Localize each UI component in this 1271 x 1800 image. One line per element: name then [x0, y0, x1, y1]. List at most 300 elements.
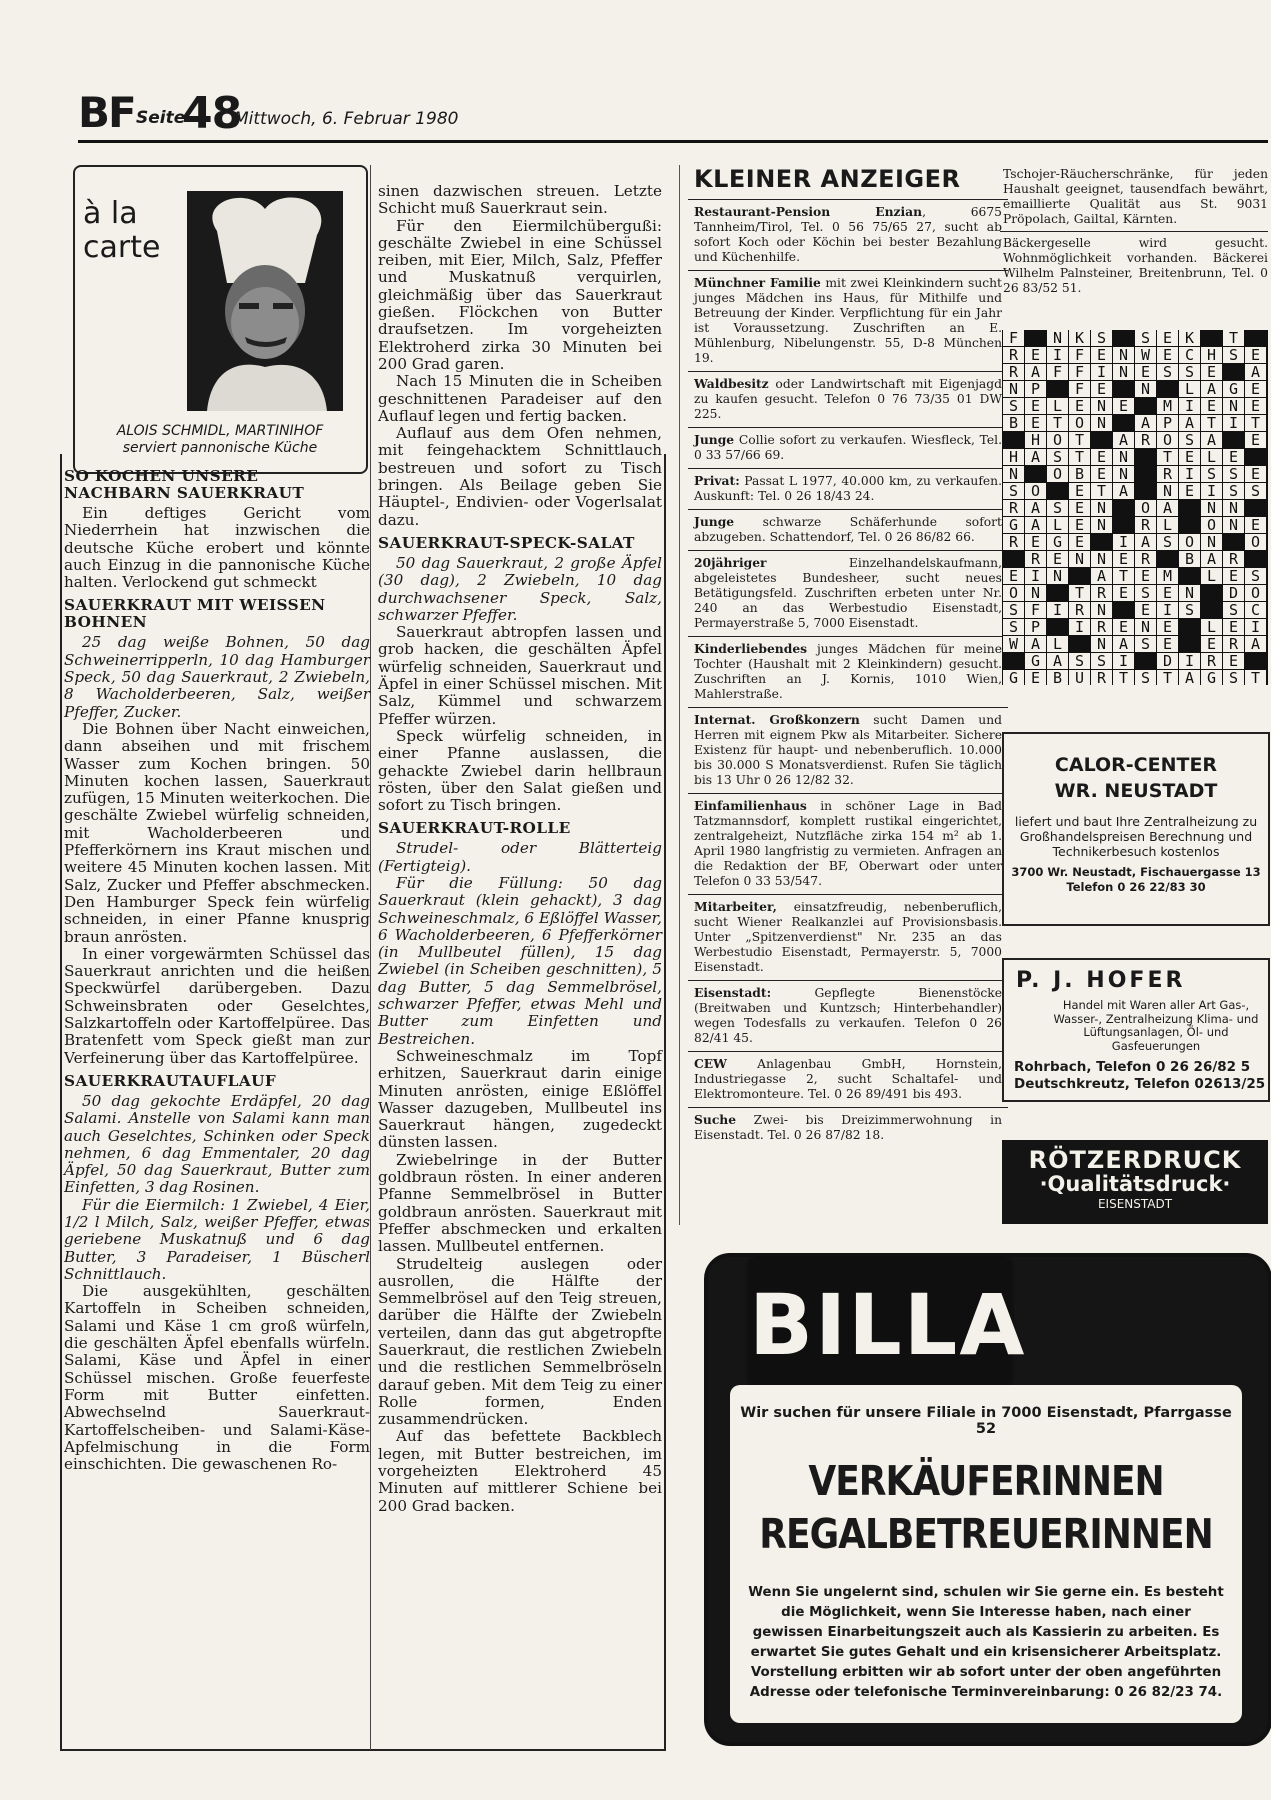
article-paragraph: Nach 15 Minuten die in Scheiben geschnittenen Paradeiser auf den Auflauf legen und fertig backen. — [378, 372, 662, 425]
crossword-cell: P — [1157, 415, 1178, 431]
masthead-rule — [78, 140, 1268, 143]
crossword-cell: S — [1245, 568, 1266, 584]
crossword-cell: L — [1201, 619, 1222, 635]
crossword-cell: R — [1201, 653, 1222, 669]
crossword-cell: N — [1223, 500, 1244, 516]
crossword-cell: R — [1091, 585, 1112, 601]
classifieds-divider — [679, 165, 680, 1225]
crossword-cell: O — [1201, 517, 1222, 533]
billa-logo-text: BILLA — [749, 1276, 1027, 1374]
crossword-cell: T — [1245, 415, 1266, 431]
crossword-cell — [1201, 330, 1222, 346]
crossword-cell: I — [1245, 619, 1266, 635]
crossword-cell: R — [1003, 500, 1024, 516]
article-paragraph: Auf das befettete Backblech legen, mit Butter bestreichen, im vorgeheizten Elektroherd 45 Minuten auf mittlerer Schiene bei 200 Grad backen. — [378, 1427, 662, 1515]
crossword-cell: N — [1091, 602, 1112, 618]
crossword-cell: R — [1157, 466, 1178, 482]
crossword-cell: S — [1047, 500, 1068, 516]
article-column-2 — [378, 183, 662, 1515]
hofer-phone-rohrbach: Rohrbach, Telefon 0 26 26/82 5 — [1014, 1059, 1251, 1075]
crossword-cell: T — [1069, 432, 1090, 448]
crossword-cell: S — [1047, 449, 1068, 465]
crossword-cell: C — [1245, 602, 1266, 618]
crossword-cell: S — [1179, 432, 1200, 448]
crossword-cell: T — [1223, 330, 1244, 346]
crossword-cell: E — [1069, 500, 1090, 516]
crossword-cell: I — [1113, 534, 1134, 550]
crossword-cell — [1179, 517, 1200, 533]
crossword-cell: F — [1047, 364, 1068, 380]
crossword-cell — [1223, 364, 1244, 380]
crossword-cell: E — [1113, 619, 1134, 635]
crossword-cell: S — [1157, 534, 1178, 550]
recipe-heading: SAUERKRAUTAUFLAUF — [64, 1071, 277, 1090]
crossword-cell: G — [1025, 653, 1046, 669]
chef-photo — [187, 191, 343, 411]
crossword-cell — [1091, 432, 1112, 448]
crossword-cell: A — [1135, 415, 1156, 431]
crossword-grid — [1002, 330, 1268, 685]
ingredients-paragraph: 25 dag weiße Bohnen, 50 dag Schweinerripperln, 10 dag Hamburger Speck, 50 dag Sauerkraut, 2 Zwiebeln, 8 Wacholderbeeren, Salz, weißer Pfeffer, Zucker. — [64, 633, 370, 721]
crossword-cell — [1135, 398, 1156, 414]
hofer-phone-deutschkreutz: Deutschkreutz, Telefon 02613/25 — [1014, 1076, 1266, 1092]
crossword-cell: N — [1047, 330, 1068, 346]
crossword-cell: E — [1091, 347, 1112, 363]
crossword-cell: I — [1157, 602, 1178, 618]
crossword-cell: K — [1069, 330, 1090, 346]
crossword-cell: O — [1135, 500, 1156, 516]
article-paragraph: Schweineschmalz im Topf erhitzen, Sauerkraut darin einige Minuten anrösten, einige Eßlöffel Wasser dazugeben, Mullbeutel ins Sauerkraut hängen, zugedeckt dünsten lassen. — [378, 1046, 662, 1152]
crossword-cell — [1245, 500, 1266, 516]
crossword-cell: S — [1223, 483, 1244, 499]
ingredients-paragraph: 50 dag gekochte Erdäpfel, 20 dag Salami. Anstelle von Salami kann man auch Geselchtes, Schinken oder Speck nehmen, 6 dag Emmentaler, 20 dag Äpfel, 50 dag Sauerkraut, Butter zum Einfetten, 3 dag Rosinen. — [64, 1091, 370, 1197]
crossword-cell: E — [1069, 517, 1090, 533]
crossword-cell: A — [1025, 364, 1046, 380]
crossword-cell — [1047, 619, 1068, 635]
crossword-cell: P — [1025, 619, 1046, 635]
crossword-cell: G — [1201, 670, 1222, 686]
crossword-cell: I — [1069, 619, 1090, 635]
ingredients-paragraph: Strudel- oder Blätterteig (Fertigteig). — [378, 839, 662, 875]
crossword-cell: O — [1157, 432, 1178, 448]
billa-job-regalbetreuerinnen: REGALBETREUERINNEN — [759, 1511, 1213, 1559]
crossword-cell — [1003, 653, 1024, 669]
crossword-cell: E — [1245, 381, 1266, 397]
crossword-cell: E — [1179, 483, 1200, 499]
crossword-cell: S — [1157, 364, 1178, 380]
crossword-cell: H — [1003, 449, 1024, 465]
crossword-cell — [1069, 636, 1090, 652]
crossword-cell: N — [1113, 449, 1134, 465]
crossword-cell: E — [1091, 381, 1112, 397]
classified-ad: Kinderliebendes junges Mädchen für meine Tochter (Haushalt mit 2 Kleinkindern) gesucht. Zuschriften an J. Kornis, 1010 Wien, Mahlerstraße. — [688, 636, 1008, 707]
classifieds-section — [688, 165, 1008, 1148]
ingredients-paragraph: 50 dag Sauerkraut, 2 große Äpfel (30 dag), 2 Zwiebeln, 10 dag durchwachsener Speck, Salz, schwarzer Pfeffer. — [378, 553, 662, 624]
crossword-cell: N — [1113, 347, 1134, 363]
crossword-cell: A — [1157, 500, 1178, 516]
crossword-cell: T — [1069, 585, 1090, 601]
crossword-cell: S — [1091, 330, 1112, 346]
crossword-cell: S — [1135, 670, 1156, 686]
article-paragraph: Die Bohnen über Nacht einweichen, dann abseihen und mit frischem Wasser zum Kochen bringen. 50 Minuten kochen lassen, Sauerkraut zufügen, 15 Minuten weiterkochen. Die geschälte Zwiebel würfelig schneiden, mit Wacholderbeeren und Pfefferkörnern ins Kraut mischen und weitere 45 Minuten kochen lassen. Mit Salz, Zucker und Pfeffer abschmecken. Den Hamburger Speck fein würfelig schneiden, in einer Pfanne knusprig braun anrösten. — [64, 719, 370, 946]
classified-ad: Eisenstadt: Gepflegte Bienenstöcke (Breitwaben und Kuntzsch; Hinterbehandler) wegen Todesfalls zu verkaufen. Telefon 0 26 82/41 45. — [688, 980, 1008, 1051]
crossword-cell — [1113, 602, 1134, 618]
crossword-cell — [1025, 330, 1046, 346]
crossword-cell: E — [1223, 619, 1244, 635]
crossword-cell: O — [1025, 483, 1046, 499]
crossword-cell: T — [1245, 670, 1266, 686]
billa-logo — [746, 1253, 1027, 1391]
crossword-cell: N — [1179, 585, 1200, 601]
crossword-cell: A — [1245, 636, 1266, 652]
crossword-cell: T — [1201, 415, 1222, 431]
crossword-cell: N — [1135, 381, 1156, 397]
hofer-title: P. J. HOFER — [1016, 968, 1186, 993]
crossword-cell: R — [1223, 551, 1244, 567]
crossword-cell: N — [1003, 381, 1024, 397]
crossword-cell: E — [1201, 636, 1222, 652]
recipe-heading: SAUERKRAUT-SPECK-SALAT — [378, 533, 635, 552]
article-paragraph: sinen dazwischen streuen. Letzte Schicht muß Sauerkraut sein. — [378, 182, 662, 218]
calor-phone: Telefon 0 26 22/83 30 — [1066, 880, 1206, 894]
crossword-cell: F — [1069, 364, 1090, 380]
crossword-cell — [1113, 517, 1134, 533]
article-paragraph: In einer vorgewärmten Schüssel das Sauerkraut anrichten und die heißen Speckwürfel darübergeben. Dazu Schweinsbraten oder Geselchtes, Salzkartoffeln oder Kartoffelpüree. Das Bratenfett vom Speck gießt man zur Verfeinerung über das Kartoffelpüree. — [64, 944, 370, 1067]
crossword-cell: E — [1157, 347, 1178, 363]
calor-address: 3700 Wr. Neustadt, Fischauergasse 13 — [1011, 865, 1261, 879]
crossword-cell: N — [1201, 534, 1222, 550]
crossword-cell: A — [1025, 500, 1046, 516]
crossword-cell: I — [1179, 398, 1200, 414]
crossword-cell: D — [1157, 653, 1178, 669]
crossword-cell: A — [1025, 517, 1046, 533]
masthead — [78, 88, 1268, 138]
crossword-cell: A — [1113, 432, 1134, 448]
billa-ad — [704, 1253, 1271, 1746]
crossword-cell: M — [1157, 568, 1178, 584]
article-column-1 — [64, 462, 370, 1473]
crossword-cell: E — [1025, 415, 1046, 431]
billa-text: Wenn Sie ungelernt sind, schulen wir Sie gerne ein. Es besteht die Möglichkeit, wenn Sie Interesse haben, nach einer gewissen Einarbeitungszeit auch als Kassierin zu arbeiten. Es erwartet Sie gutes Gehalt und ein krisensicherer Arbeitsplatz. Vorstellung erbitten wir ab sofort unter der oben angeführten Adresse oder telefonische Terminvereinbarung: 0 26 82/23 74. — [748, 1585, 1224, 1700]
crossword-cell: E — [1003, 568, 1024, 584]
crossword-cell: S — [1135, 585, 1156, 601]
hofer-text: Handel mit Waren aller Art Gas-, Wasser-, Zentralheizung Klima- und Lüftungsanlagen, Öl- und Gasfeuerungen — [1053, 998, 1259, 1053]
crossword-cell — [1135, 449, 1156, 465]
crossword-cell: E — [1047, 551, 1068, 567]
crossword-cell: E — [1157, 585, 1178, 601]
page-number: 48 — [182, 88, 242, 139]
crossword-cell: E — [1113, 551, 1134, 567]
calor-title: CALOR-CENTER — [1054, 754, 1218, 776]
alacarte-box — [73, 165, 368, 474]
crossword-cell: I — [1025, 568, 1046, 584]
crossword-cell: I — [1113, 653, 1134, 669]
classified-ad: Junge schwarze Schäferhunde sofort abzugeben. Schattendorf, Tel. 0 26 86/82 66. — [688, 509, 1008, 550]
column-title — [83, 197, 160, 265]
crossword-cell — [1047, 585, 1068, 601]
crossword-cell — [1091, 534, 1112, 550]
crossword-cell: G — [1047, 534, 1068, 550]
crossword-cell: E — [1179, 449, 1200, 465]
crossword-cell: N — [1223, 517, 1244, 533]
crossword-cell: S — [1223, 466, 1244, 482]
crossword-cell: N — [1091, 398, 1112, 414]
column-title-line2: carte — [83, 230, 161, 265]
crossword-cell: N — [1091, 415, 1112, 431]
crossword-cell — [1047, 381, 1068, 397]
crossword-cell — [1113, 415, 1134, 431]
billa-ad-body — [730, 1385, 1242, 1723]
classified-ad: 20jähriger Einzelhandelskaufmann, abgeleistetes Bundesheer, sucht neues Betätigungsfeld. Zuschriften erbeten unter Nr. 240 an das Werbestudio Eisenstadt, Permayerstraße 5, 7000 Eisenstadt. — [688, 550, 1008, 636]
crossword-cell — [1245, 551, 1266, 567]
calor-center-ad — [1002, 732, 1270, 926]
crossword-cell: T — [1047, 415, 1068, 431]
crossword-cell: P — [1025, 381, 1046, 397]
classified-ad: Münchner Familie mit zwei Kleinkindern sucht junges Mädchen ins Haus, für Mithilfe und Betreuung der Kinder. Verpflichtung für ein Jahr ist Voraussetzung. Zuschriften an E. Mühlenburg, Nibelungenstr. 55, D-8 München 19. — [688, 270, 1008, 371]
crossword-cell: T — [1113, 568, 1134, 584]
crossword-cell: L — [1201, 449, 1222, 465]
classified-ad: Junge Collie sofort zu verkaufen. Wiesfleck, Tel. 0 33 57/66 69. — [688, 427, 1008, 468]
crossword-cell: L — [1047, 398, 1068, 414]
crossword-cell: E — [1245, 398, 1266, 414]
crossword-cell: S — [1135, 636, 1156, 652]
crossword-cell: A — [1179, 415, 1200, 431]
crossword-cell: T — [1157, 670, 1178, 686]
classified-ad: Waldbesitz oder Landwirtschaft mit Eigenjagd zu kaufen gesucht. Telefon 0 76 73/35 01 DW 225. — [688, 371, 1008, 427]
crossword-cell: N — [1003, 466, 1024, 482]
article-paragraph: Die ausgekühlten, geschälten Kartoffeln in Scheiben schneiden, Salami und Käse 1 cm groß würfeln, die geschälten Äpfel ebenfalls würfeln. Salami, Käse und Äpfel in einer Schüssel mischen. Große feuerfeste Form mit Butter einfetten. Abwechselnd Sauerkraut-Kartoffelscheiben- und Salami-Käse-Apfelmischung in die Form einschichten. Die gewaschenen Ro- — [64, 1282, 370, 1474]
crossword-cell: A — [1047, 653, 1068, 669]
issue-date: Mittwoch, 6. Februar 1980 — [234, 109, 459, 129]
crossword-cell: S — [1003, 483, 1024, 499]
calor-city: WR. NEUSTADT — [1054, 780, 1218, 802]
crossword-cell: A — [1179, 670, 1200, 686]
crossword-cell: L — [1179, 381, 1200, 397]
crossword-cell: I — [1201, 483, 1222, 499]
crossword-cell: E — [1245, 432, 1266, 448]
roetzer-title: RÖTZERDRUCK — [1028, 1146, 1242, 1174]
crossword-cell: F — [1025, 602, 1046, 618]
classified-ad: Privat: Passat L 1977, 40.000 km, zu verkaufen. Auskunft: Tel. 0 26 18/43 24. — [688, 468, 1008, 509]
seite-label: Seite — [136, 108, 186, 128]
crossword-cell: E — [1025, 670, 1046, 686]
crossword-cell: A — [1025, 636, 1046, 652]
crossword-cell — [1245, 449, 1266, 465]
crossword-cell: C — [1179, 347, 1200, 363]
article-paragraph: Strudelteig auslegen oder ausrollen, die Hälfte der Semmelbrösel auf den Teig streuen, darüber die Hälfte der Zwiebeln verteilen, dann das gut abgetropfte Sauerkraut, die restlichen Zwiebeln und die restlichen Semmelbröseln darauf geben. Mit dem Teig zu einer Rolle formen, Enden zusammendrücken. — [378, 1254, 662, 1429]
crossword-cell: H — [1201, 347, 1222, 363]
chef-portrait-image — [187, 191, 343, 411]
crossword-cell — [1223, 432, 1244, 448]
right-ads — [1000, 165, 1268, 300]
crossword-cell: F — [1003, 330, 1024, 346]
crossword-cell — [1245, 653, 1266, 669]
crossword-cell: N — [1113, 364, 1134, 380]
crossword-cell: E — [1157, 619, 1178, 635]
crossword-cell: L — [1047, 517, 1068, 533]
crossword-cell: E — [1091, 466, 1112, 482]
ingredients-paragraph: Für die Füllung: 50 dag Sauerkraut (klein gehackt), 3 dag Schweineschmalz, 6 Eßlöffel Wasser, 6 Wacholderbeeren, 6 Pfefferkörner (in Mullbeutel füllen), 15 dag Zwiebel (in Scheiben geschnitten), 5 dag Butter, 5 dag Semmelbrösel, schwarzer Pfeffer, etwas Mehl und Butter zum Einfetten und Bestreichen. — [378, 873, 662, 1048]
roetzer-city: EISENSTADT — [1097, 1197, 1173, 1211]
crossword-cell: B — [1047, 670, 1068, 686]
crossword-cell: N — [1201, 500, 1222, 516]
crossword-cell: E — [1201, 398, 1222, 414]
article-paragraph: Für den Eiermilchübergußi: geschälte Zwiebel in eine Schüssel reiben, mit Eier, Milch, Salz, Pfeffer und Muskatnuß verquirlen, gleichmäßig über das Sauerkraut gießen. Flöckchen von Butter draufsetzen. Im vorgeheizten Elektroherd zirka 30 Minuten bei 200 Grad garen. — [378, 216, 662, 373]
classified-ad: CEW Anlagenbau GmbH, Hornstein, Industriegasse 2, sucht Schaltafel- und Elektromonteure. Tel. 0 26 89/491 bis 493. — [688, 1051, 1008, 1107]
crossword-cell: N — [1135, 619, 1156, 635]
crossword-cell: N — [1091, 500, 1112, 516]
crossword-cell — [1201, 585, 1222, 601]
crossword-cell — [1113, 381, 1134, 397]
crossword-cell: O — [1003, 585, 1024, 601]
crossword-cell: A — [1113, 636, 1134, 652]
crossword-cell: E — [1025, 534, 1046, 550]
crossword-cell: S — [1003, 619, 1024, 635]
crossword-cell: S — [1003, 602, 1024, 618]
crossword-cell: N — [1069, 551, 1090, 567]
crossword-cell — [1135, 466, 1156, 482]
crossword-cell — [1179, 500, 1200, 516]
crossword-cell: N — [1047, 568, 1068, 584]
crossword-cell: E — [1135, 602, 1156, 618]
crossword-cell: N — [1091, 517, 1112, 533]
column-divider — [370, 165, 371, 1750]
crossword-cell — [1003, 432, 1024, 448]
crossword-cell: S — [1201, 466, 1222, 482]
crossword-cell — [1113, 500, 1134, 516]
recipe-heading: SO KOCHEN UNSERE NACHBARN SAUERKRAUT — [64, 467, 305, 502]
crossword-cell: E — [1069, 483, 1090, 499]
crossword-cell: E — [1113, 398, 1134, 414]
classified-ad: Mitarbeiter, einsatzfreudig, nebenberuflich, sucht Wiener Realkanzlei auf Provisionsbasis. Unter „Spitzenverdienst" Nr. 235 an das Werbestudio Eisenstadt, Permayerstr. 5, 7000 Eisenstadt. — [688, 894, 1008, 980]
crossword-cell: A — [1201, 551, 1222, 567]
crossword-cell: E — [1245, 517, 1266, 533]
crossword-cell: N — [1223, 398, 1244, 414]
crossword-cell: D — [1223, 585, 1244, 601]
crossword-cell: E — [1091, 449, 1112, 465]
crossword-cell: E — [1069, 398, 1090, 414]
article-paragraph: Zwiebelringe in der Butter goldbraun rösten. In einer anderen Pfanne Semmelbrösel in Butter goldbraun anrösten. Sauerkraut mit Pfeffer abschmecken und erkalten lassen. Mullbeutel entfernen. — [378, 1150, 662, 1256]
crossword-cell: I — [1047, 602, 1068, 618]
crossword-cell: I — [1179, 466, 1200, 482]
crossword-cell — [1135, 653, 1156, 669]
crossword-cell: O — [1047, 432, 1068, 448]
crossword-cell: G — [1003, 670, 1024, 686]
classified-ad: Internat. Großkonzern sucht Damen und Herren mit eignem Pkw als Mitarbeiter. Sichere Existenz für haupt- und nebenberuflich. 10.000 bis 30.000 S Monatsverdienst. Rufen Sie täglich bis 13 Uhr 0 26 12/82 32. — [688, 707, 1008, 793]
crossword-cell: S — [1091, 653, 1112, 669]
caption-name: ALOIS SCHMIDL, MARTINIHOF — [116, 423, 324, 439]
crossword-cell: E — [1223, 653, 1244, 669]
classified-ad-list — [688, 199, 1008, 1148]
crossword-cell: F — [1069, 381, 1090, 397]
paper-logo: BF — [78, 88, 135, 137]
hofer-ad — [1002, 958, 1270, 1102]
crossword-cell: O — [1179, 534, 1200, 550]
crossword-cell: O — [1047, 466, 1068, 482]
article-paragraph: Speck würfelig schneiden, in einer Pfanne auslassen, die gehackte Zwiebel darin hellbraun rösten, über den Salat gießen und sofort zu Tisch bringen. — [378, 726, 662, 815]
crossword-cell — [1179, 636, 1200, 652]
crossword-cell: E — [1135, 568, 1156, 584]
crossword-cell: E — [1223, 449, 1244, 465]
crossword-cell: E — [1157, 330, 1178, 346]
crossword-cell — [1179, 619, 1200, 635]
crossword-cell: R — [1135, 517, 1156, 533]
crossword-cell — [1157, 381, 1178, 397]
crossword-cell — [1003, 551, 1024, 567]
crossword-cell: N — [1025, 585, 1046, 601]
crossword-cell: A — [1025, 449, 1046, 465]
crossword-cell: A — [1201, 381, 1222, 397]
caption-subline: serviert pannonische Küche — [122, 440, 318, 456]
crossword-cell: W — [1003, 636, 1024, 652]
crossword-cell — [1201, 602, 1222, 618]
crossword-cell — [1069, 568, 1090, 584]
recipe-heading: SAUERKRAUT-ROLLE — [378, 819, 571, 838]
crossword-cell: I — [1047, 347, 1068, 363]
crossword-cell: G — [1003, 517, 1024, 533]
crossword-cell: L — [1201, 568, 1222, 584]
crossword-cell: G — [1223, 381, 1244, 397]
crossword-cell: E — [1069, 534, 1090, 550]
crossword-cell — [1113, 330, 1134, 346]
crossword-cell: E — [1245, 347, 1266, 363]
crossword-cell: E — [1113, 585, 1134, 601]
crossword-cell — [1047, 483, 1068, 499]
crossword-cell: M — [1157, 398, 1178, 414]
crossword-cell: W — [1135, 347, 1156, 363]
crossword-cell: E — [1201, 364, 1222, 380]
crossword-cell: O — [1069, 415, 1090, 431]
crossword-cell: S — [1069, 653, 1090, 669]
roetzerdruck-ad — [1002, 1140, 1268, 1224]
article-paragraph: Sauerkraut abtropfen lassen und grob hacken, die geschälten Äpfel würfelig schneiden, Sauerkraut und Äpfel in einer Schüssel mischen. Mit Salz, Kümmel und schwarzem Pfeffer würzen. — [378, 623, 662, 728]
crossword-cell: N — [1091, 636, 1112, 652]
tschojer-ad: Tschojer-Räucherschränke, für jeden Haushalt geeignet, tausendfach bewährt, emaillierte Qualität aus St. 9031 Pröpolach, Gailtal, Kärnten. — [1003, 167, 1268, 226]
crossword-cell: U — [1069, 670, 1090, 686]
billa-job-verkaeuferinnen: VERKÄUFERINNEN — [808, 1458, 1164, 1506]
crossword-cell: E — [1223, 568, 1244, 584]
crossword-cell: T — [1113, 670, 1134, 686]
crossword-cell: T — [1091, 483, 1112, 499]
crossword-cell — [1179, 568, 1200, 584]
crossword-cell: S — [1245, 483, 1266, 499]
crossword-cell — [1223, 534, 1244, 550]
crossword-cell: O — [1245, 585, 1266, 601]
roetzer-subtitle: ·Qualitätsdruck· — [1039, 1172, 1231, 1196]
crossword-cell: R — [1223, 636, 1244, 652]
crossword-cell: B — [1069, 466, 1090, 482]
crossword-cell: E — [1025, 398, 1046, 414]
crossword-cell: R — [1003, 534, 1024, 550]
crossword-cell: S — [1223, 670, 1244, 686]
crossword-cell: B — [1003, 415, 1024, 431]
crossword-cell: I — [1091, 364, 1112, 380]
crossword-cell: A — [1113, 483, 1134, 499]
crossword-cell: E — [1025, 347, 1046, 363]
crossword-cell: T — [1157, 449, 1178, 465]
crossword-cell: N — [1091, 551, 1112, 567]
crossword-cell: A — [1245, 364, 1266, 380]
crossword-cell: K — [1179, 330, 1200, 346]
baecker-ad: Bäckergeselle wird gesucht. Wohnmöglichkeit vorhanden. Bäckerei Wilhelm Palnsteiner, Breitenbrunn, Tel. 0 26 83/52 51. — [1000, 231, 1268, 300]
crossword-cell: R — [1003, 364, 1024, 380]
crossword-cell: R — [1135, 432, 1156, 448]
crossword-cell — [1025, 466, 1046, 482]
crossword-cell: S — [1179, 364, 1200, 380]
crossword-cell: S — [1223, 602, 1244, 618]
crossword-cell: B — [1179, 551, 1200, 567]
crossword-cell: E — [1135, 364, 1156, 380]
